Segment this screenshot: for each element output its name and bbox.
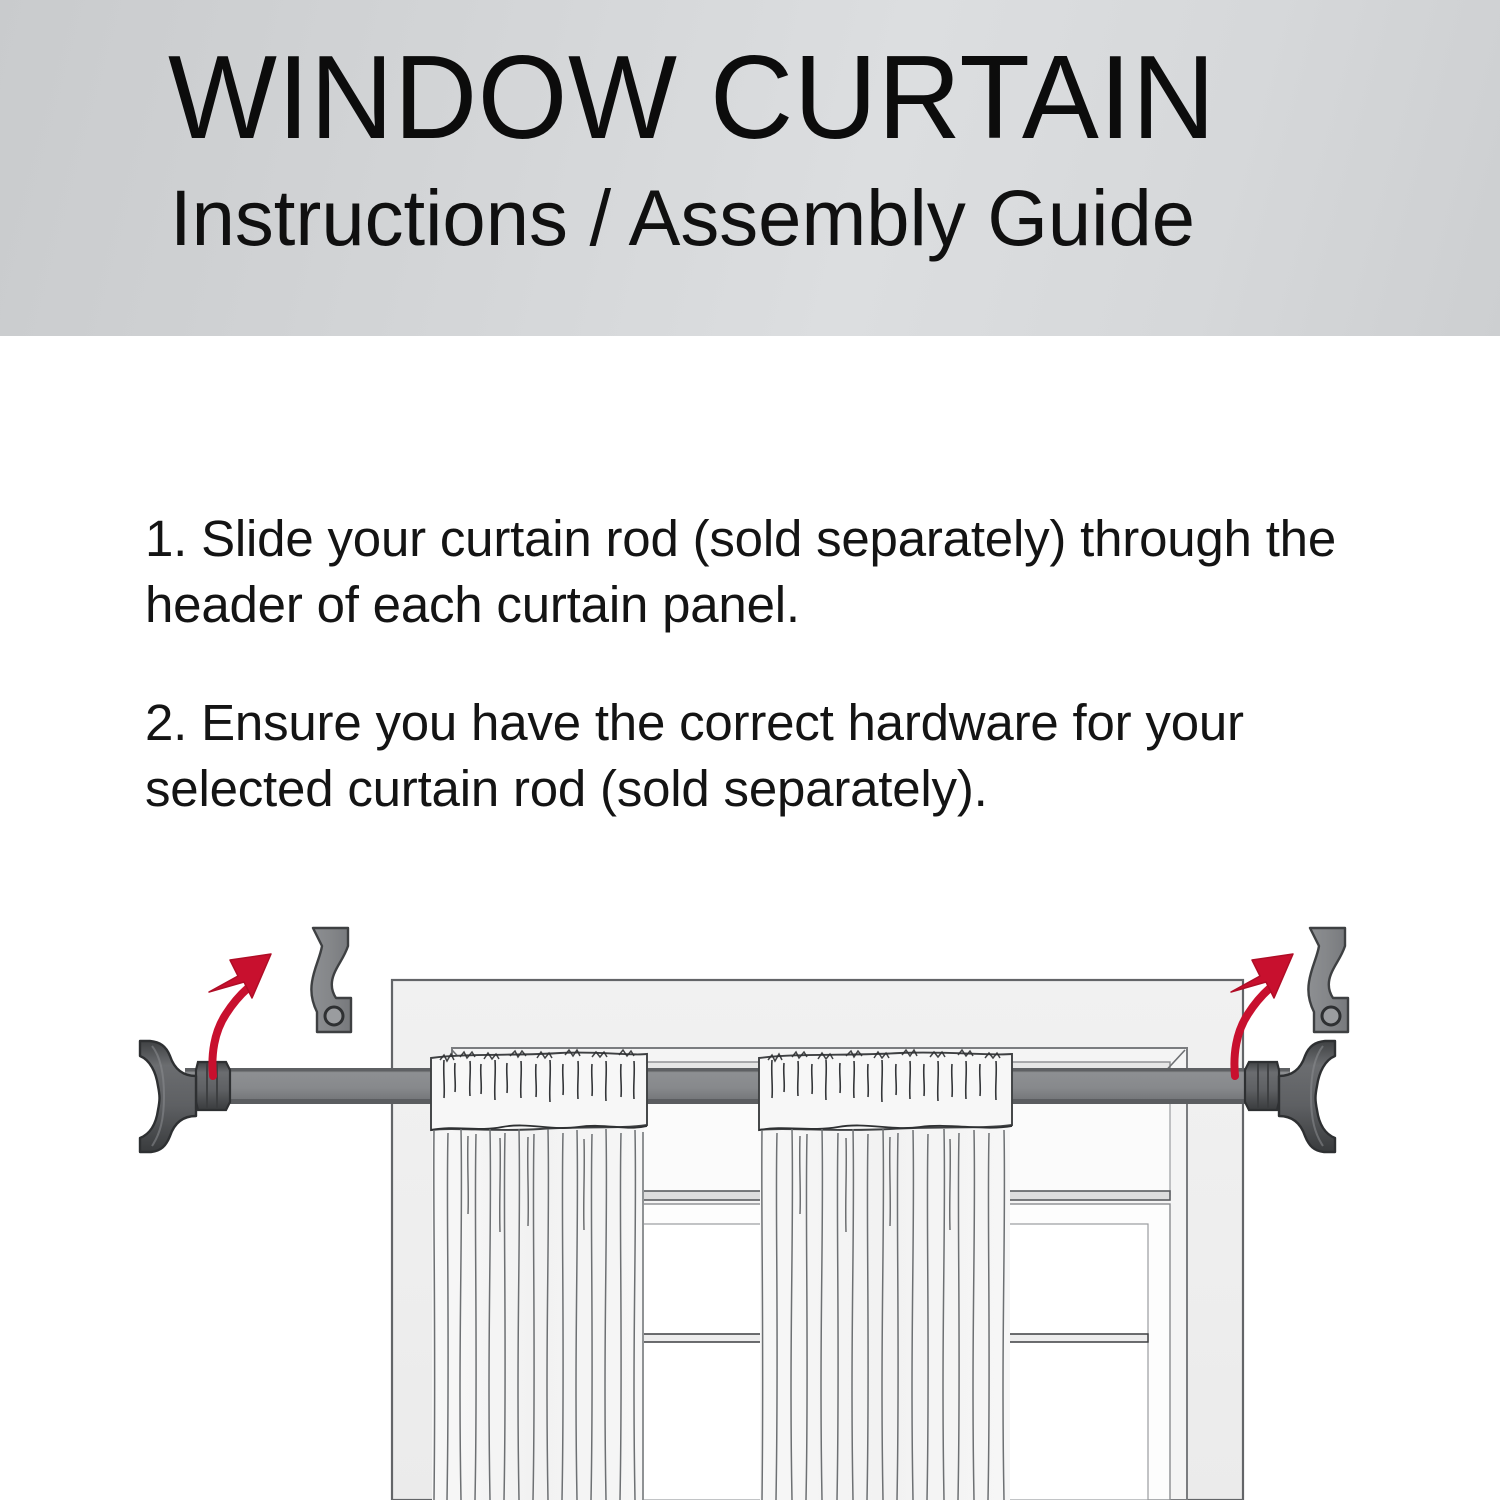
header-band [0,0,1500,336]
bracket-right-screw-hole [1322,1007,1340,1025]
curtain-rod [185,1068,1290,1104]
finial-left-body [140,1041,196,1152]
bracket-left-screw-hole [325,1007,343,1025]
rod-shaft [185,1068,1290,1104]
rod-bottom-shadow [185,1099,1290,1104]
curtain-panel-right [759,1050,1012,1500]
page-title: WINDOW CURTAIN [168,31,1216,164]
instruction-step-1: 1. Slide your curtain rod (sold separately) through the header of each curtain panel. [145,510,1336,634]
bracket-right [1308,928,1348,1032]
arrow-left [209,954,271,1076]
assembly-illustration [0,880,1500,1500]
curtain-right-body [760,1090,1010,1500]
instruction-list [145,455,1365,873]
curtain-diagram-svg [0,880,1500,1500]
curtain-panel-left [431,1050,647,1500]
curtain-left-rod-pocket [431,1053,647,1130]
page-subtitle: Instructions / Assembly Guide [170,173,1196,262]
header-text-block [168,0,1348,336]
rod-top-highlight [185,1068,1290,1072]
curtain-right-rod-pocket [759,1053,1012,1130]
finial-right-collar [1245,1062,1279,1110]
bracket-left [311,928,351,1032]
curtain-left-body [432,1090,644,1500]
instruction-step-2: 2. Ensure you have the correct hardware for your selected curtain rod (sold separately). [145,693,1244,817]
finial-right [1245,1041,1335,1152]
finial-right-body [1279,1041,1335,1152]
